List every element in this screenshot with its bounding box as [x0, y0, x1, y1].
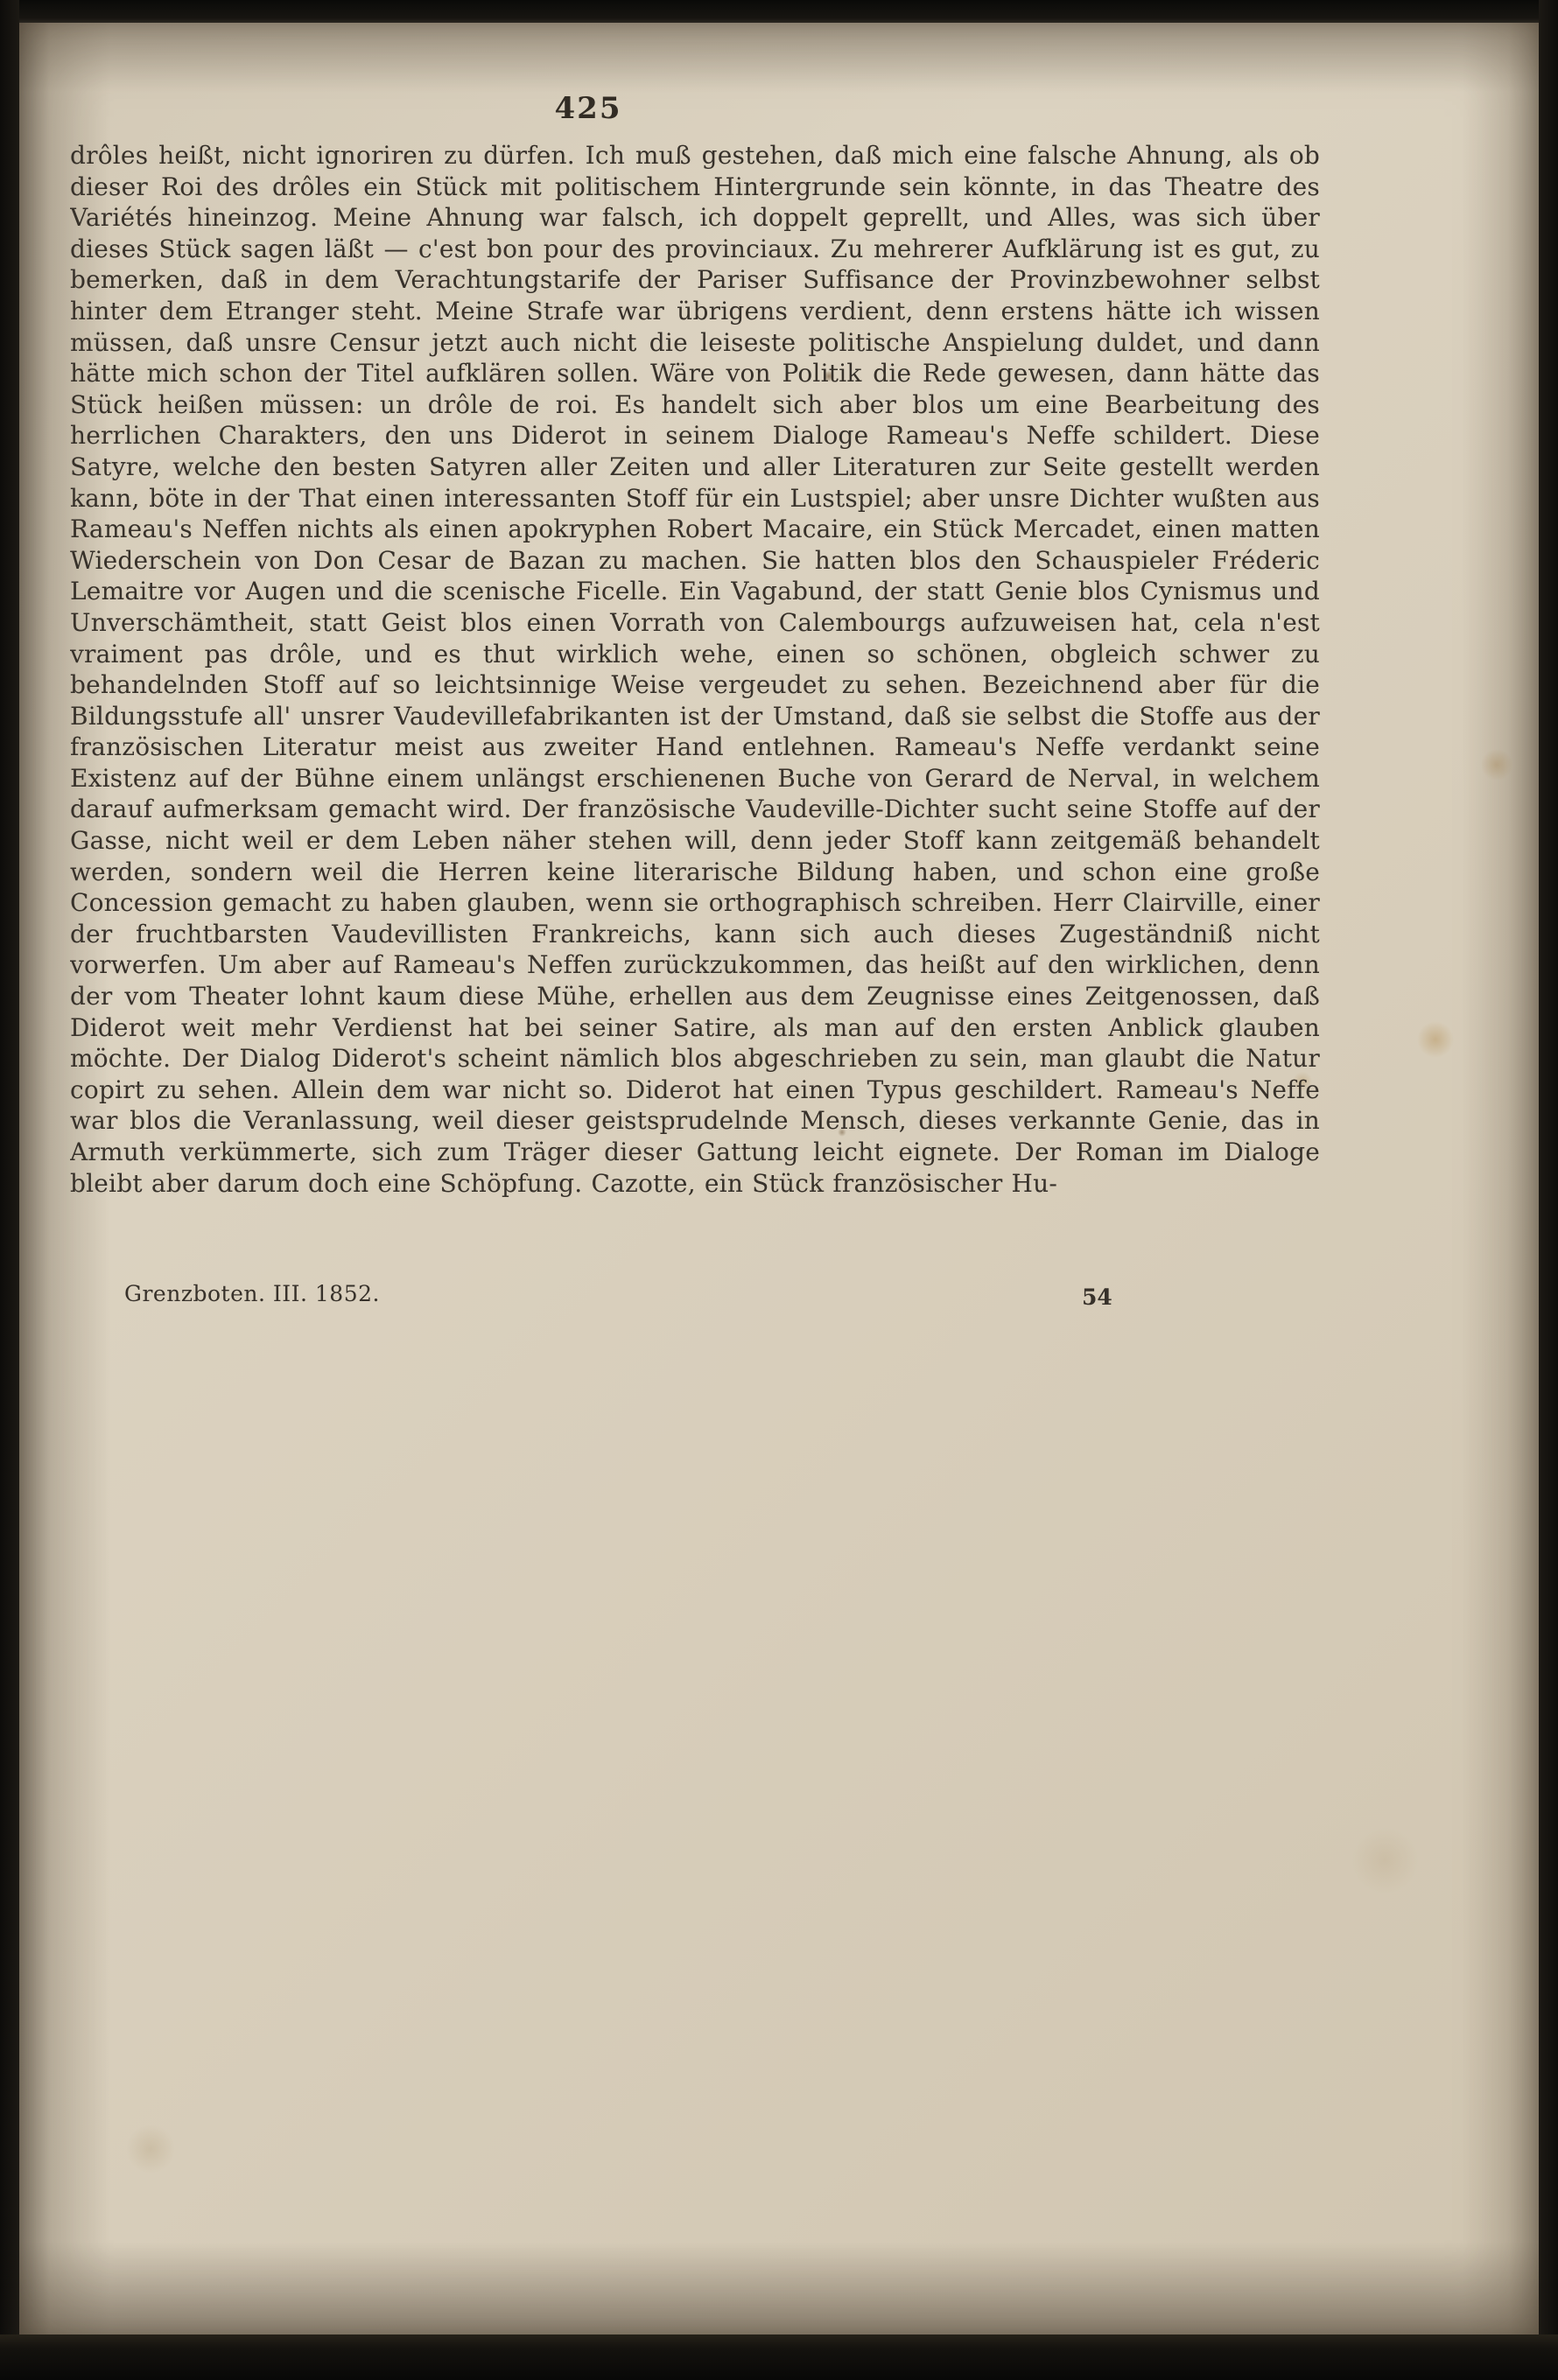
page-number: 425 [554, 91, 622, 126]
signature-mark: 54 [1082, 1284, 1112, 1310]
scan-edge-right [1539, 0, 1558, 2380]
body-text: drôles heißt, nicht ignoriren zu dürfen. Ich muß gestehen, daß mich eine falsche Ahnung, als ob dieser Roi des drôles ein Stück mit politischem Hintergrunde sein könnte, in das Theatre des Variétés hineinzog. Meine Ahnung war falsch, ich doppelt geprellt, und Alles, was sich über dieses Stück sagen läßt — c'est bon pour des provinciaux. Zu mehrerer Aufklärung ist es gut, zu bemerken, daß in dem Verachtungstarife der Pariser Suffisance der Provinzbewohner selbst hinter dem Etranger steht. Meine Strafe war übrigens verdient, denn erstens hätte ich wissen müssen, daß unsre Censur jetzt auch nicht die leiseste politische Anspielung duldet, und dann hätte mich schon der Titel aufklären sollen. Wäre von Politik die Rede gewesen, dann hätte das Stück heißen müssen: un drôle de roi. Es handelt sich aber blos um eine Bearbeitung des herrlichen Charakters, den uns Diderot in seinem Dialoge Rameau's Neffe schildert. Diese Satyre, welche den besten Satyren aller Zeiten und aller Literaturen zur Seite gestellt werden kann, böte in der That einen interessanten Stoff für ein Lustspiel; aber unsre Dichter wußten aus Rameau's Neffen nichts als einen apokryphen Robert Macaire, ein Stück Mercadet, einen matten Wiederschein von Don Cesar de Bazan zu machen. Sie hatten blos den Schauspieler Fréderic Lemaitre vor Augen und die scenische Ficelle. Ein Vagabund, der statt Genie blos Cynismus und Unverschämtheit, statt Geist blos einen Vorrath von Calembourgs aufzuweisen hat, cela n'est vraiment pas drôle, und es thut wirklich wehe, einen so schönen, obgleich schwer zu behandelnden Stoff auf so leichtsinnige Weise vergeudet zu sehen. Bezeichnend aber für die Bildungsstufe all' unsrer Vaudevillefabrikanten ist der Umstand, daß sie selbst die Stoffe aus der französischen Literatur meist aus zweiter Hand entlehnen. Rameau's Neffe verdankt seine Existenz auf der Bühne einem unlängst erschienenen Buche von Gerard de Nerval, in welchem darauf aufmerksam gemacht wird. Der französische Vaudeville-Dichter sucht seine Stoffe auf der Gasse, nicht weil er dem Leben näher stehen will, denn jeder Stoff kann zeitgemäß behandelt werden, sondern weil die Herren keine literarische Bildung haben, und schon eine große Concession gemacht zu haben glauben, wenn sie orthographisch schreiben. Herr Clairville, einer der fruchtbarsten Vaudevillisten Frankreichs, kann sich auch dieses Zugeständniß nicht vorwerfen. Um aber auf Rameau's Neffen zurückzukommen, das heißt auf den wirklichen, denn der vom Theater lohnt kaum diese Mühe, erhellen aus dem Zeugnisse eines Zeitgenossen, daß Diderot weit mehr Verdienst hat bei seiner Satire, als man auf den ersten Anblick glauben möchte. Der Dialog Diderot's scheint nämlich blos abgeschrieben zu sein, man glaubt die Natur copirt zu sehen. Allein dem war nicht so. Diderot hat einen Typus geschildert. Rameau's Neffe war blos die Veranlassung, weil dieser geistsprudelnde Mensch, dieses verkannte Genie, das in Armuth verkümmerte, sich zum Träger dieser Gattung leicht eignete. Der Roman im Dialoge bleibt aber darum doch eine Schöpfung. Cazotte, ein Stück französischer Hu- [70, 141, 1320, 1198]
page-paper [19, 23, 1539, 2334]
page-footer [70, 1281, 1320, 1316]
scan-edge-left [0, 0, 19, 2380]
scan-edge-bottom [0, 2334, 1558, 2380]
footer-journal-line: Grenzboten. III. 1852. [124, 1281, 380, 1306]
scan-edge-top [0, 0, 1558, 23]
